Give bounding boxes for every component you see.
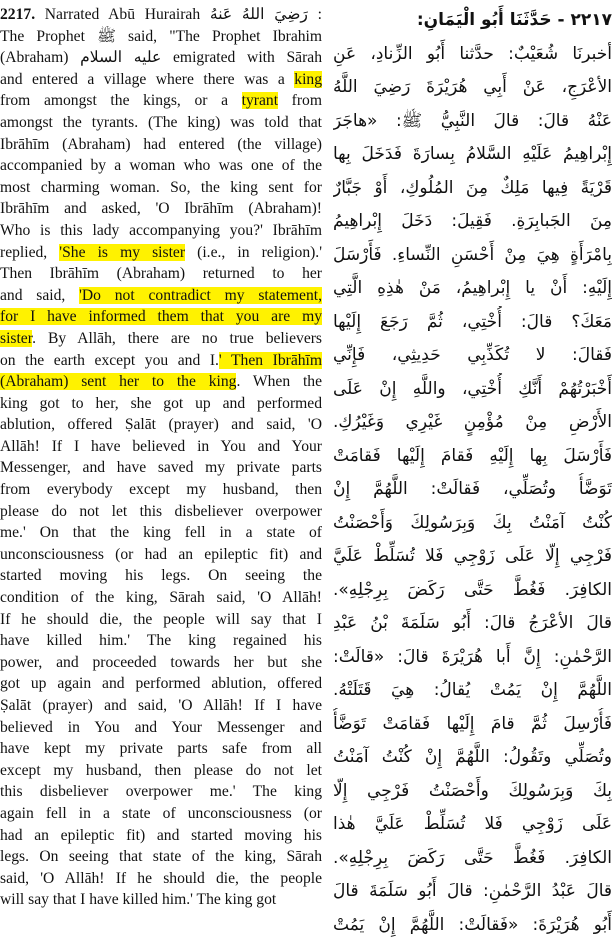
english-line: [0, 738, 322, 760]
english-line: [0, 825, 322, 847]
text-segment: and said,: [0, 287, 79, 304]
arabic-line: إِلَيْهِ: أَنْ يا إِبْراهِيمُ، مَنْ هٰذِهِ الَّتِي: [333, 272, 612, 306]
text-segment: . By Allāh, there are no true believers: [32, 330, 322, 347]
arabic-line: الأعْرَجِ، عَنْ أَبِي هُرَيْرَةَ رَضِيَ اللَّهُ: [333, 71, 612, 105]
arabic-line: بِكَ وَبِرَسُولِكَ وأَحْصَنْتُ فَرْجِي إِلّا: [333, 775, 612, 809]
english-line: [0, 781, 322, 803]
text-segment: Messenger, and have saved my private parts: [0, 459, 322, 476]
text-segment: from: [278, 92, 322, 109]
arabic-line: الأَرْضِ مِنْ مُؤْمِنٍ غَيْرِي وَغَيْرُكِ.: [333, 406, 612, 440]
english-line: [0, 544, 322, 566]
arabic-line: وتُصَلِّي وتَقُولُ: اللَّهُمَّ إِنْ كُنْتُ آمَنْتُ: [333, 741, 612, 775]
english-line: [0, 868, 322, 890]
arabic-line: قالَ الأعْرَجُ قالَ: أَبُو سَلَمَةَ بْنُ عَبْدِ: [333, 607, 612, 641]
english-line: [0, 630, 322, 652]
arabic-line: الكافِرَ. فَغُطَّ حَتَّى رَكَضَ بِرِجْلِهِ».: [333, 574, 612, 608]
arabic-line: عَلَى زَوْجِي فَلا تُسَلِّطْ عَلَيَّ هٰذا: [333, 808, 612, 842]
english-line: [0, 760, 322, 782]
english-line: [0, 328, 322, 350]
text-segment: this disbeliever overpower me.' The king: [0, 783, 322, 800]
arabic-line: أَبُو هُرَيْرَةَ: «فَقالَتْ: اللَّهُمَّ إِنْ يَمُتْ: [333, 909, 612, 942]
text-segment: have kept my private parts safe from all: [0, 740, 322, 757]
arabic-line: كُنْتُ آمَنْتُ بِكَ وَبِرَسُولِكَ وَأَحْصَنْتُ: [333, 507, 612, 541]
arabic-line: فَقالَ: لا تُكَذِّبِي حَدِيثِي، فَإِنِّي: [333, 339, 612, 373]
text-segment: on the earth except you and I.: [0, 352, 219, 369]
arabic-line: عَنْهُ قالَ: قالَ النَّبِيُّ ﷺ: «هاجَرَ: [333, 105, 612, 139]
english-line: [0, 414, 322, 436]
text-segment: unconsciousness (or had an epileptic fit) and: [0, 546, 322, 563]
text-segment: except my husband, then please do not let: [0, 762, 322, 779]
text-segment: got up again and performed ablution, offered: [0, 675, 322, 692]
english-line: [0, 285, 322, 307]
highlighted-text: for I have informed them that you are my: [0, 308, 322, 325]
text-segment: most charming woman. So, the king sent for: [0, 179, 322, 196]
english-line: [0, 90, 322, 112]
arabic-text: [333, 4, 612, 942]
arabic-line: فَأَرْسَلَ بِها إِلَيْهِ فَقامَ إِلَيْها فَقامَتْ: [333, 440, 612, 474]
english-line: [0, 846, 322, 868]
highlighted-text: tyrant: [242, 92, 278, 109]
text-segment: Ibrāhīm (Abraham) had entered (the village): [0, 136, 322, 153]
english-line: [0, 242, 322, 264]
text-segment: power, and proceeded towards her but she: [0, 654, 322, 671]
text-segment: king got to her, she got up and performed: [0, 395, 322, 412]
english-line: [0, 803, 322, 825]
text-segment: The Prophet ﷺ said, "The Prophet Ibrahim: [0, 28, 322, 45]
text-segment: me.' On that the king fell in a state of: [0, 524, 322, 541]
arabic-line: اللَّهُمَّ إِنْ يَمُتْ يُقالُ: هِيَ قَتَلَتْهُ.: [333, 674, 612, 708]
english-line: [0, 479, 322, 501]
highlighted-text: ' Then Ibrāhīm: [219, 352, 322, 369]
text-segment: and entered a village where there was a: [0, 71, 294, 88]
arabic-line: الكافِرَ. فَغُطَّ حَتَّى رَكَضَ بِرِجْلِهِ».: [333, 842, 612, 876]
highlighted-text: 'Do not contradict my statement,: [79, 287, 322, 304]
text-segment: said, 'O Allāh! If he should die, the people: [0, 870, 322, 887]
arabic-heading: ٢٢١٧ - حَدَّثَنَا أَبُو الْيَمَانِ:: [333, 4, 612, 38]
english-line: [0, 26, 322, 48]
english-line: [0, 371, 322, 393]
english-line: [0, 220, 322, 242]
text-segment: from everybody except my husband, then: [0, 481, 322, 498]
text-segment: started moving his legs. On seeing the: [0, 567, 322, 584]
highlighted-text: 'She is my sister: [59, 244, 185, 261]
english-line: [0, 609, 322, 631]
arabic-line: أَخْبَرْتُهُمْ أَنَّكِ أُخْتِي، واللَّهِ إِنْ عَلَى: [333, 373, 612, 407]
hadith-number: 2217.: [0, 6, 35, 23]
arabic-line: فَرْجِي إِلّا عَلَى زَوْجِي فَلا تُسَلِّطْ عَلَيَّ: [333, 540, 612, 574]
english-line: [0, 501, 322, 523]
english-line: [0, 889, 322, 911]
english-line: [0, 155, 322, 177]
text-segment: had an epileptic fit) and started moving his: [0, 827, 322, 844]
text-segment: amongst the tyrants. (The king) was told that: [0, 114, 322, 131]
text-segment: ablution, offered Ṣalāt (prayer) and said, 'O: [0, 416, 322, 433]
english-line: [0, 134, 322, 156]
text-segment: believed in You and Your Messenger and: [0, 719, 322, 736]
text-segment: condition of the king, Sārah said, 'O Allāh!: [0, 589, 322, 606]
text-segment: Ṣalāt (prayer) and said, 'O Allāh! If I have: [0, 697, 322, 714]
text-segment: legs. On seeing that state of the king, Sārah: [0, 848, 322, 865]
arabic-line: فَأُرْسِلَ ثُمَّ قامَ إِلَيْها فَقامَتْ تَوَضَّأُ: [333, 708, 612, 742]
english-line: [0, 673, 322, 695]
arabic-line: إِبْراهِيمُ عَلَيْهِ السَّلامُ بِسارَةَ فَدَخَلَ بِها: [333, 138, 612, 172]
text-segment: Then Ibrāhīm (Abraham) returned to her: [0, 265, 322, 282]
english-line: [0, 393, 322, 415]
text-segment: accompanied by a woman who was one of the: [0, 157, 322, 174]
english-line: [0, 652, 322, 674]
arabic-line: أخبرنَا شُعَيْبٌ: حدَّثنا أَبُو الزِّنادِ، عَنِ: [333, 38, 612, 72]
english-line: [0, 198, 322, 220]
arabic-line: بِامْرَأَةٍ هِيَ مِنْ أَحْسَنِ النِّساءِ. فَأَرْسَلَ: [333, 239, 612, 273]
text-segment: Ibrāhīm and asked, 'O Ibrāhīm (Abraham)!: [0, 200, 322, 217]
text-segment: Narrated Abū Hurairah رَضِيَ اللهُ عَنهُ :: [35, 6, 322, 23]
english-line: [0, 47, 322, 69]
english-line: [0, 177, 322, 199]
english-line: [0, 112, 322, 134]
english-line: [0, 522, 322, 544]
english-line: [0, 69, 322, 91]
english-line: [0, 350, 322, 372]
text-segment: (Abraham) عليه السلام emigrated with Sārah: [0, 49, 322, 66]
english-line: [0, 4, 322, 26]
text-segment: please do not let this disbeliever overpower: [0, 503, 322, 520]
text-segment: Allāh! If I have believed in You and Your: [0, 438, 322, 455]
arabic-line: الرَّحْمٰنِ: إِنَّ أَبا هُرَيْرَةَ قالَ: «قالَتْ:: [333, 641, 612, 675]
text-segment: If he should die, the people will say that I: [0, 611, 322, 628]
arabic-line: قالَ عَبْدُ الرَّحْمٰنِ: قالَ أَبُو سَلَمَةَ قالَ: [333, 875, 612, 909]
highlighted-text: king: [294, 71, 322, 88]
arabic-line: مِنَ الجَبابِرَةِ. فَقِيلَ: دَخَلَ إِبْراهِيمُ: [333, 205, 612, 239]
english-line: [0, 695, 322, 717]
english-line: [0, 565, 322, 587]
arabic-line: تَوَضَّأُ وتُصَلِّي، فَقالَتْ: اللَّهُمَّ إِنْ: [333, 473, 612, 507]
text-segment: have killed him.' The king regained his: [0, 632, 322, 649]
english-line: [0, 587, 322, 609]
text-segment: Who is this lady accompanying you?' Ibrāhīm: [0, 222, 322, 239]
english-line: [0, 436, 322, 458]
text-segment: (i.e., in religion).': [185, 244, 322, 261]
highlighted-text: (Abraham) sent her to the king: [0, 373, 236, 390]
text-segment: . When the: [236, 373, 322, 390]
english-line: [0, 306, 322, 328]
english-line: [0, 263, 322, 285]
text-segment: will say that I have killed him.' The king got: [0, 891, 276, 908]
text-segment: again fell in a state of unconsciousness (or: [0, 805, 322, 822]
english-translation: [0, 4, 322, 911]
text-segment: from amongst the kings, or a: [0, 92, 242, 109]
arabic-line: قَرْيَةً فِيها مَلِكٌ مِنَ المُلُوكِ، أَوْ جَبَّارٌ: [333, 172, 612, 206]
text-segment: replied,: [0, 244, 59, 261]
english-line: [0, 717, 322, 739]
arabic-line: مَعَكَ؟ قالَ: أُخْتِي، ثُمَّ رَجَعَ إِلَيْها: [333, 306, 612, 340]
highlighted-text: sister: [0, 330, 32, 347]
english-line: [0, 457, 322, 479]
